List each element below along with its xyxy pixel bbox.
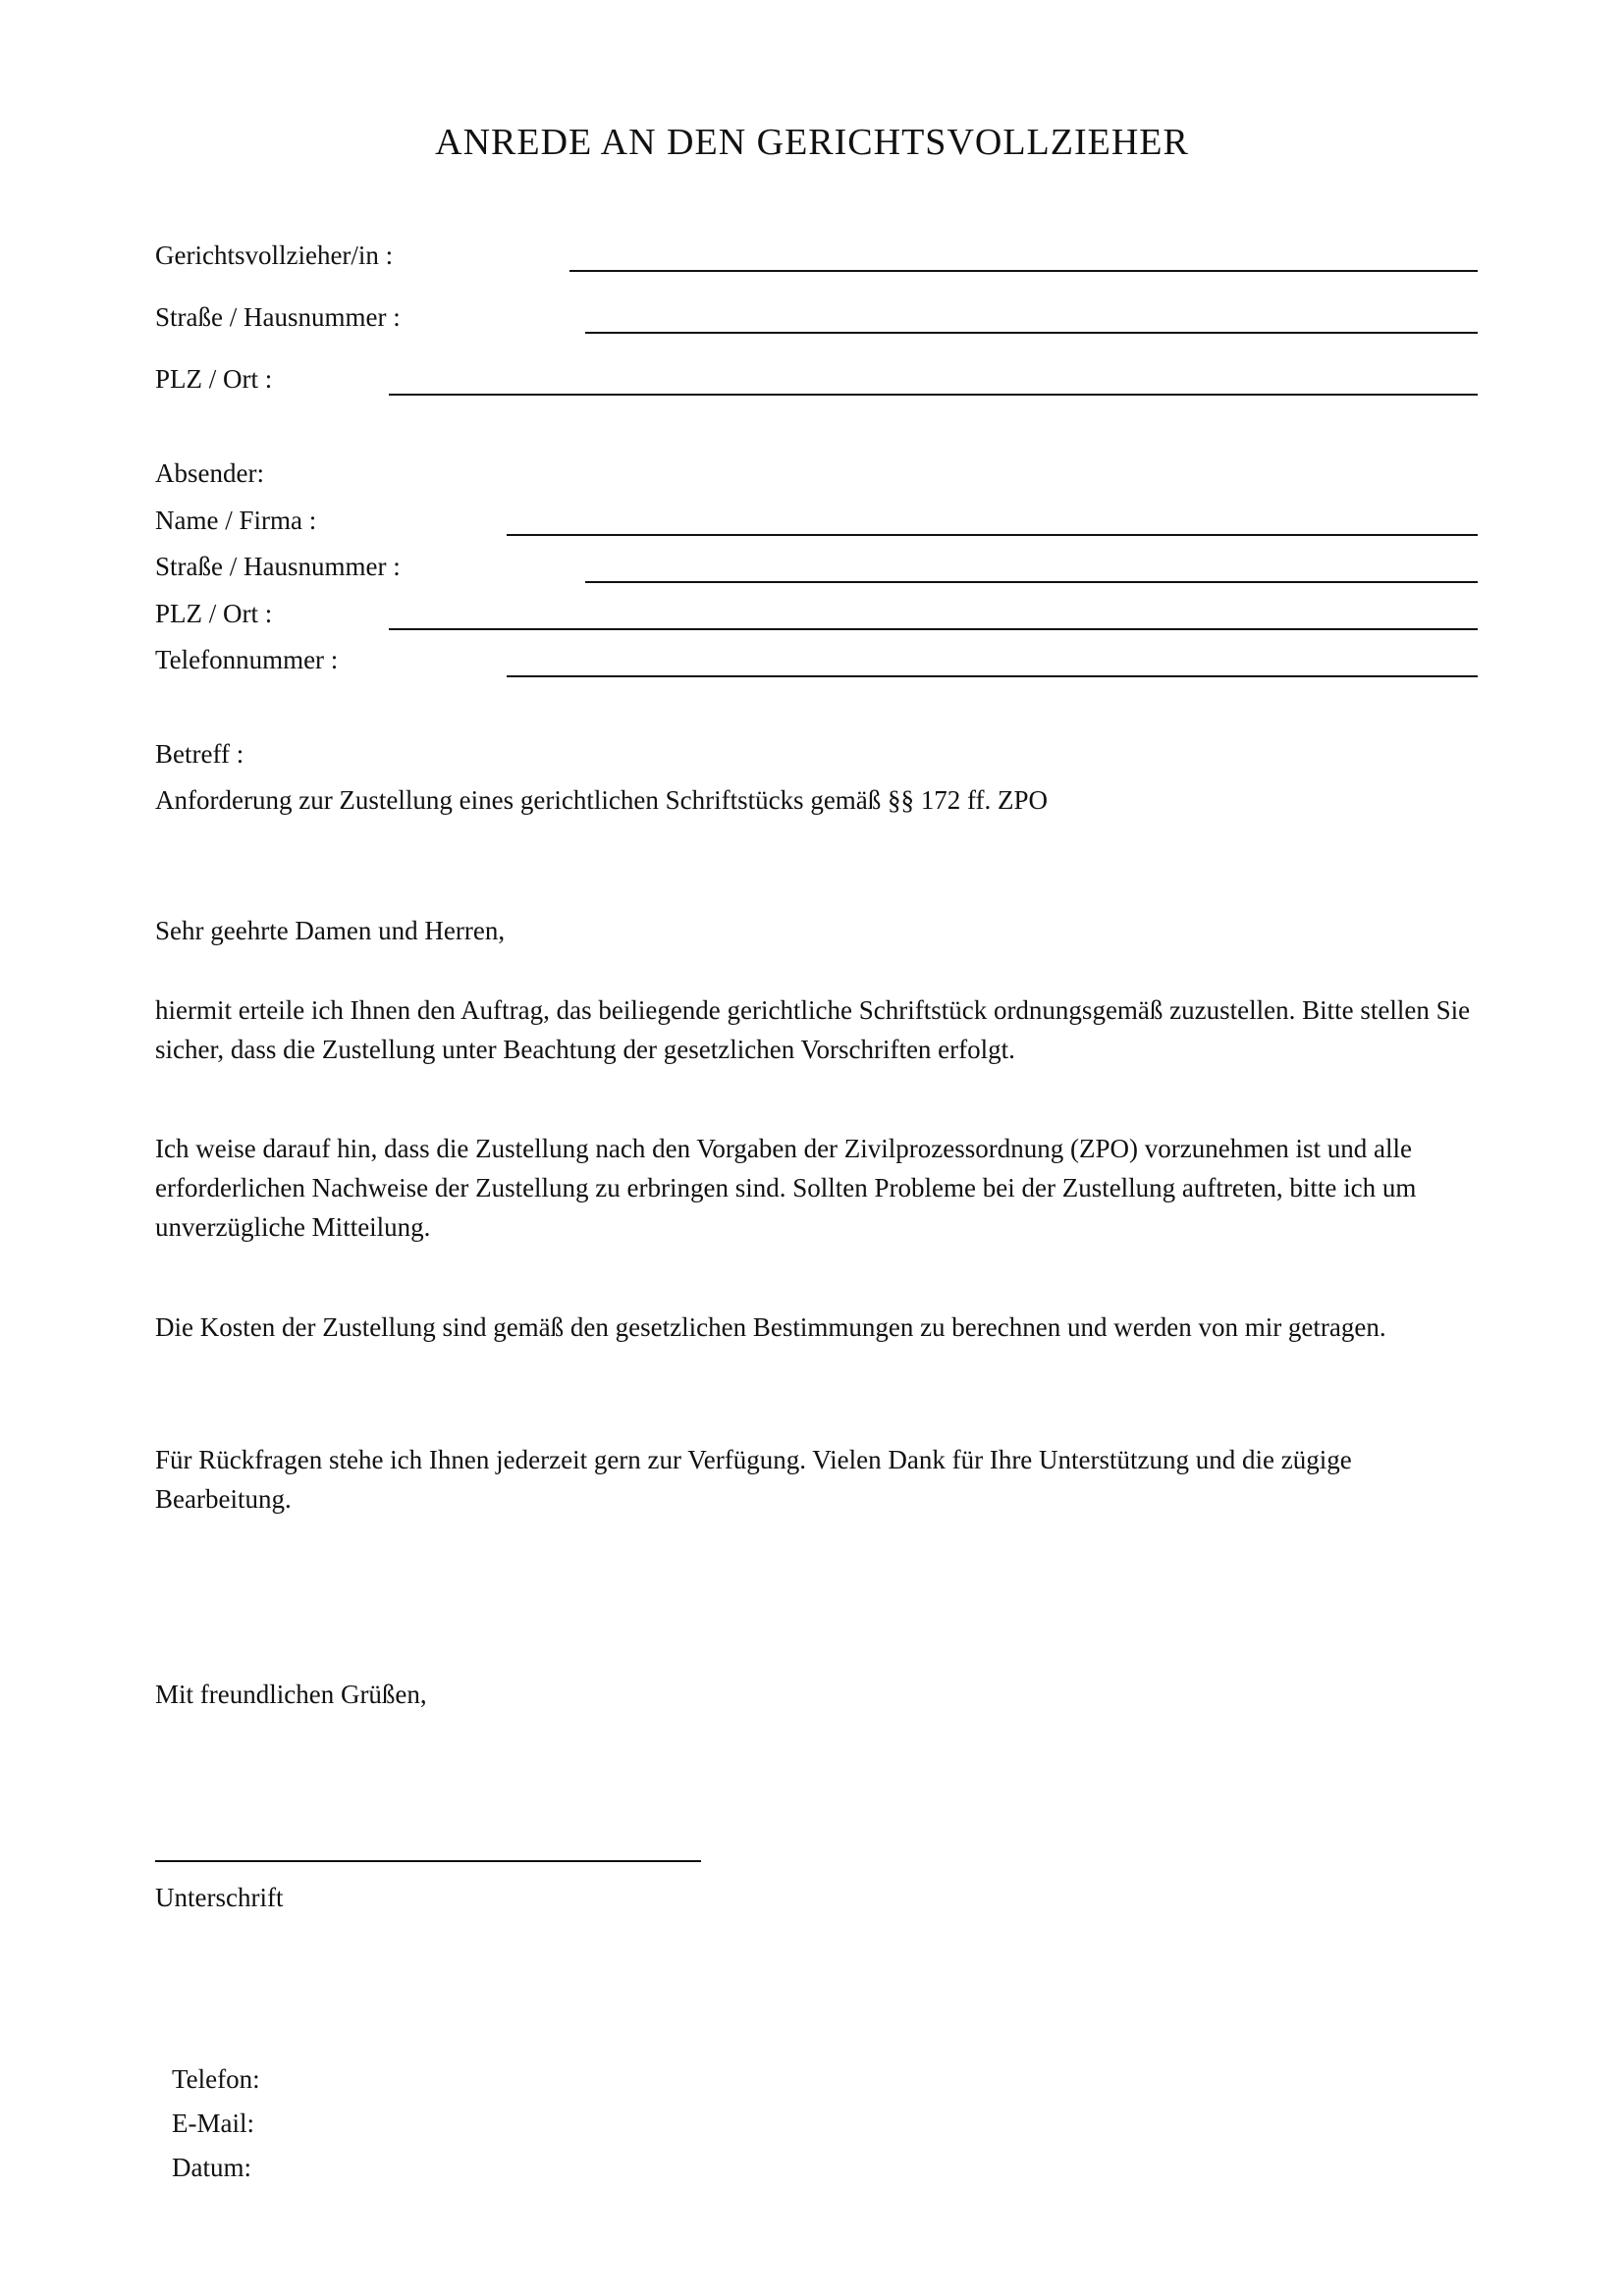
footer-phone-label: Telefon:: [172, 2064, 260, 2094]
body-paragraph-4: Für Rückfragen stehe ich Ihnen jederzeit gern zur Verfügung. Vielen Dank für Ihre Unterstützung und die zügige Bearbeitung.: [155, 1445, 1352, 1514]
sender-street-label: Straße / Hausnummer :: [155, 552, 401, 581]
sender-name-label: Name / Firma :: [155, 506, 317, 535]
sender-heading: Absender:: [155, 458, 264, 488]
sender-name-field-line[interactable]: [507, 534, 1478, 536]
body-paragraph-1: hiermit erteile ich Ihnen den Auftrag, das beiliegende gerichtliche Schriftstück ordnungsgemäß zuzustellen. Bitte stellen Sie sicher, dass die Zustellung unter Beachtung der gesetzlichen Vorschriften erfolgt.: [155, 995, 1471, 1064]
recipient-city-label: PLZ / Ort :: [155, 364, 273, 394]
sender-street-field-line[interactable]: [585, 581, 1478, 583]
document-title: ANREDE AN DEN GERICHTSVOLLZIEHER: [435, 122, 1189, 163]
subject-text: Anforderung zur Zustellung eines gerichtlichen Schriftstücks gemäß §§ 172 ff. ZPO: [155, 785, 1049, 815]
body-paragraph-2: Ich weise darauf hin, dass die Zustellung nach den Vorgaben der Zivilprozessordnung (ZPO) vorzunehmen ist und alle erforderlichen Nachweise der Zustellung zu erbringen sind. Sollten Probleme bei der Zustellung auftreten, bitte ich um unverzügliche Mitteilung.: [155, 1134, 1417, 1242]
footer-email-label: E-Mail:: [172, 2109, 254, 2138]
recipient-street-label: Straße / Hausnummer :: [155, 302, 401, 332]
sender-city-field-line[interactable]: [389, 628, 1478, 630]
body-paragraph-3: Die Kosten der Zustellung sind gemäß den gesetzlichen Bestimmungen zu berechnen und werden von mir getragen.: [155, 1312, 1386, 1342]
salutation: Sehr geehrte Damen und Herren,: [155, 916, 506, 945]
recipient-street-field-line[interactable]: [585, 332, 1478, 334]
sender-city-label: PLZ / Ort :: [155, 599, 273, 628]
closing: Mit freundlichen Grüßen,: [155, 1680, 427, 1709]
footer-date-label: Datum:: [172, 2153, 251, 2182]
subject-label: Betreff :: [155, 739, 244, 769]
sender-phone-field-line[interactable]: [507, 675, 1478, 677]
signature-label: Unterschrift: [155, 1883, 284, 1912]
bailiff-field-line[interactable]: [569, 270, 1478, 272]
sender-phone-label: Telefonnummer :: [155, 645, 339, 674]
bailiff-label: Gerichtsvollzieher/in :: [155, 240, 394, 270]
recipient-city-field-line[interactable]: [389, 394, 1478, 396]
signature-line[interactable]: [155, 1860, 701, 1862]
